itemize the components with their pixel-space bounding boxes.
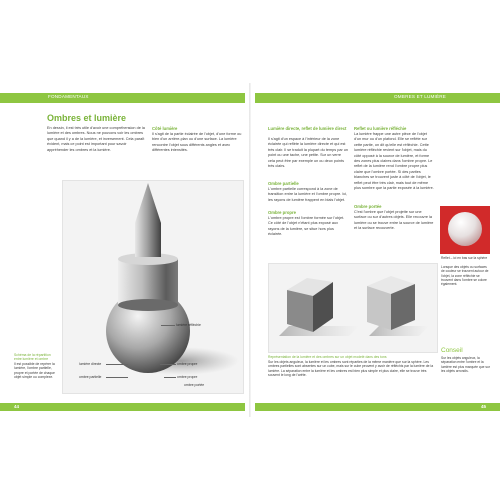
leader-lumiere-reflechie <box>161 325 175 326</box>
text-lumiere-directe: Il s'agit d'un espace à l'intérieur de la zone éclairée qui reflète la lumière directe et qui est très clair. Il se traduit la plupart du temps par un point ou une tache, une petite. Sur un verre cela peut être par exemple un ou deux points très clairs. <box>268 137 348 169</box>
leader-lumiere-directe <box>106 364 128 365</box>
heading-ombre-partielle: Ombre partielle <box>268 181 299 186</box>
cubes-drawing <box>269 264 437 352</box>
label-lumiere-reflechie: lumière réfléchie <box>176 323 201 327</box>
reflet-photo <box>440 206 490 254</box>
page-fold <box>249 83 251 417</box>
page-number-left: 44 <box>14 404 20 409</box>
header-label-left: FONDAMENTAUX <box>48 94 89 99</box>
caption-middle-text: Sur les objets anguleux, la lumière et les ombres sont réparties de la même manière que sur la sphère. Les ombres partielles sont absentes sur un cube, mais sur le cube peuvent y avoir de réfléchis par la lumière de la lumière. La séparation entre la lumière et les ombres est bien plus simple et plus claire, elle se trouve très souvent le long de l'arête. <box>268 360 434 378</box>
prism-shape <box>135 223 161 257</box>
conseil-text: Sur les objets anguleux, la séparation entre l'ombre et la lumière est plus marquée que sur les objets arrondis. <box>441 356 490 373</box>
cube1-left <box>287 290 313 332</box>
leader-ombre-propre <box>160 364 176 365</box>
heading-lumiere-directe: Lumière directe, reflet de lumière direct <box>268 126 347 131</box>
caption-photo-text: Lorsque des objets ou surfaces de couleur se trouvent autour de l'objet, la zone réfléchie se trouvent dans l'ombre se colore également. <box>441 265 489 287</box>
text-ombre-propre: L'ombre propre est l'ombre formée sur l'objet. Ce côté de l'objet n'étant plus exposé aux rayons de la lumière, se situe hors plus éclairée. <box>268 216 345 237</box>
caption-photo-heading: Reflet – ici en bas sur la sphère <box>441 256 488 260</box>
white-sphere <box>448 212 482 246</box>
cylinder-bottom <box>118 299 178 311</box>
cone-shape <box>135 183 161 223</box>
header-label-right: OMBRES ET LUMIÈRE <box>394 94 447 99</box>
label-lumiere-directe: lumière directe <box>79 362 102 366</box>
heading-reflet: Reflet ou lumière réfléchie <box>354 126 407 131</box>
cylinder-shape <box>118 259 178 305</box>
text-cote-lumiere: Il s'agit de la partie éclairée de l'objet, d'une forme ou bien d'un arrière-plan ou d'une surface. La lumière rencontre l'objet sous différents angles et avec différentes intensités. <box>152 132 242 153</box>
book-spread <box>0 83 500 417</box>
heading-ombre-portee: Ombre portée <box>354 204 382 209</box>
caption-left-text: Il est possible de repérer la lumière, l'ombre partielle, propre et portée de chaque objet simple ou complexe. <box>14 362 55 380</box>
text-ombre-partielle: L'ombre partielle correspond à la zone de transition entre la lumière et l'ombre propre. Ici, les rayons de lumière frappent en biais l'objet. <box>268 187 348 202</box>
footer-band-left <box>0 403 245 411</box>
heading-cote-lumiere: Côté lumière <box>152 126 178 131</box>
label-ombre-partielle: ombre partielle <box>79 375 102 379</box>
leader-ombre-partielle <box>106 377 128 378</box>
leader-ombre-propre-2 <box>164 377 176 378</box>
label-ombre-portee: ombre portée <box>184 383 205 387</box>
caption-middle-heading: Représentation de la lumière et des ombres sur un objet modelé dans des tons <box>268 355 387 359</box>
header-band-right <box>255 93 500 103</box>
sphere-photo-drawing <box>440 206 490 254</box>
text-reflet: La lumière frappe une autre pièce de l'objet d'un mur ou d'un plafond. Elle se reflète sur cette partie, on dit qu'elle est réfléchie. Cette lumière réfléchie revient sur l'objet, mais du côté opposé à la source de lumière, et forme des zones plus claires dans l'ombre propre. Le reflet de la lumière rend l'ombre propre plus claire que l'ombre portée. Si des parties blanches se trouvent juste à côté de l'objet, le reflet peut être très clair, mais tout de même plus sombre que la partie exposée à la lumière. <box>354 132 434 191</box>
conseil-title: Conseil <box>441 347 463 354</box>
label-ombre-propre: ombre propre <box>177 362 198 366</box>
header-band-left <box>0 93 245 103</box>
cube2-shadow <box>369 326 429 336</box>
label-ombre-propre-2: ombre propre <box>177 375 198 379</box>
footer-band-right <box>255 403 500 411</box>
page-title: Ombres et lumière <box>47 113 127 123</box>
intro-text: En dessin, il est très utile d'avoir une compréhension de la lumière et des ombres. Nous ne pouvons voir les ombres que quand il y a de la lumière, et inversement. Cela paraît évident, mais ce point est important pour savoir appréhender les ombres et la lumière. <box>47 126 145 152</box>
page-number-right: 45 <box>481 404 487 409</box>
caption-left-heading: Schéma de la répartition entre lumière et ombre <box>14 353 51 362</box>
heading-ombre-propre: Ombre propre <box>268 210 296 215</box>
text-ombre-portee: C'est l'ombre que l'objet projette sur une surface ou sur d'autres objets. Elle recouvre la lumière ou se trouve entre la source de lumière et la surface recouverte. <box>354 210 434 231</box>
illustration-cubes <box>268 263 438 353</box>
